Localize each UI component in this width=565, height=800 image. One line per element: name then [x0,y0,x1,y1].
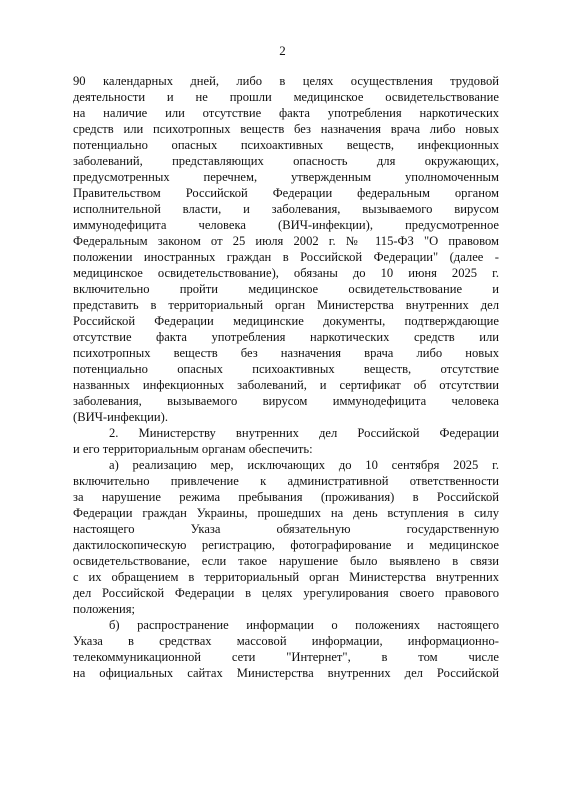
text-line: (ВИЧ-инфекции). [73,410,168,424]
text-line: медицинское освидетельствование), обязаны до 10 июня 2025 г. [73,266,499,280]
text-line: средств или психотропных веществ без назначения врача либо новых [73,122,499,136]
text-line: исполнительной власти, и заболевания, вызываемого вирусом [73,202,499,216]
text-line: и его территориальным органам обеспечить: [73,442,313,456]
text-line: потенциально опасных психоактивных веществ, инфекционных [73,138,499,152]
text-line: освидетельствование, если такое нарушение было выявлено в связи [73,554,499,568]
paragraph-p4 [73,617,499,681]
text-line: с их обращением в территориальный орган Министерства внутренних [73,570,499,584]
text-line: настоящего Указа обязательную государственную [73,522,499,536]
text-line: деятельности и не прошли медицинское освидетельствование [73,90,499,104]
text-line: Правительством Российской Федерации федеральным органом [73,186,499,200]
text-line: заболевания, вызываемого вирусом иммунодефицита человека [73,394,499,408]
text-line: Указа в средствах массовой информации, информационно- [73,634,499,648]
text-line: б) распространение информации о положениях настоящего [109,618,499,632]
text-line: на наличие или отсутствие факта употребления наркотических [73,106,499,120]
page-number: 2 [279,43,286,58]
paragraph-p1 [73,73,499,425]
text-line: положении иностранных граждан в Российской Федерации" (далее - [73,250,499,264]
text-line: Федерации граждан Украины, прошедших на день вступления в силу [73,506,499,520]
text-line: предусмотренных перечнем, утвержденным уполномоченным [73,170,499,184]
text-line: названных инфекционных заболеваний, и сертификат об отсутствии [73,378,499,392]
text-line: за нарушение режима пребывания (проживания) в Российской [73,490,499,504]
text-line: а) реализацию мер, исключающих до 10 сентября 2025 г. [109,458,499,472]
text-line: представить в территориальный орган Министерства внутренних дел [73,298,499,312]
text-line: включительно пройти медицинское освидетельствование и [73,282,499,296]
text-line: дел Российской Федерации в целях урегулирования своего правового [73,586,499,600]
text-line: 2. Министерству внутренних дел Российской Федерации [109,426,499,440]
text-line: психотропных веществ без назначения врача либо новых [73,346,499,360]
text-line: Федеральным законом от 25 июля 2002 г. № 115-ФЗ "О правовом [73,234,499,248]
text-line: отсутствие факта употребления наркотических средств или [73,330,499,344]
text-line: включительно привлечение к административной ответственности [73,474,499,488]
text-line: Российской Федерации медицинские документы, подтверждающие [73,314,499,328]
document-body [73,73,499,681]
text-line: заболеваний, представляющих опасность для окружающих, [73,154,499,168]
text-line: 90 календарных дней, либо в целях осуществления трудовой [73,74,499,88]
text-line: дактилоскопическую регистрацию, фотографирование и медицинское [73,538,499,552]
paragraph-p2 [73,425,499,457]
text-line: потенциально опасных психоактивных веществ, отсутствие [73,362,499,376]
text-line: положения; [73,602,136,616]
text-line: на официальных сайтах Министерства внутренних дел Российской [73,666,499,680]
paragraph-p3 [73,457,499,617]
text-line: телекоммуникационной сети "Интернет", в том числе [73,650,499,664]
text-line: иммунодефицита человека (ВИЧ-инфекции), предусмотренное [73,218,499,232]
